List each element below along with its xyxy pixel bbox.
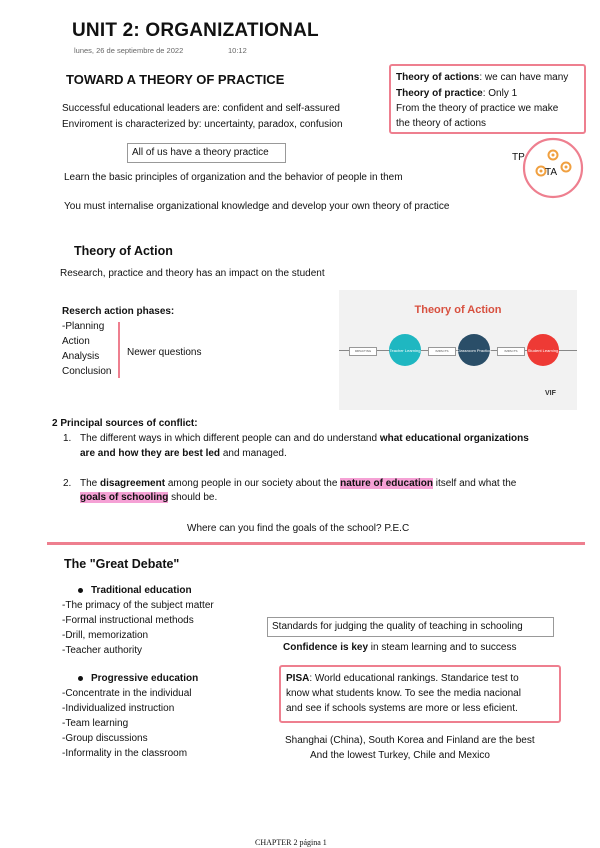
section-heading-practice: TOWARD A THEORY OF PRACTICE	[66, 72, 285, 87]
phase-item: Action	[62, 336, 90, 347]
page-date: lunes, 26 de septiembre de 2022	[74, 46, 184, 55]
conflict-item-1-cont	[80, 448, 287, 459]
progressive-title	[78, 673, 198, 684]
page-title: UNIT 2: ORGANIZATIONAL	[72, 20, 319, 41]
traditional-title-text: Traditional education	[91, 585, 192, 596]
diagram-label-impacts: IMPACTS	[428, 347, 456, 356]
tp-label: TP	[512, 152, 525, 163]
diagram-node-student: Student Learning	[527, 334, 559, 366]
phase-item: Conclusion	[62, 366, 112, 377]
principles-line: Learn the basic principles of organization and the behavior of people in them	[64, 172, 403, 183]
section-divider	[47, 542, 585, 545]
note-line-2	[396, 88, 517, 99]
page-footer: CHAPTER 2 página 1	[255, 838, 327, 847]
progressive-item: -Informality in the classroom	[62, 748, 188, 759]
standards-text: Standards for judging the quality of teaching in schooling	[272, 621, 523, 632]
theory-note-box	[389, 64, 586, 134]
note-rest-2: : Only 1	[482, 88, 518, 99]
page-time: 10:12	[228, 46, 247, 55]
diagram-node-classroom: Classroom Practice	[458, 334, 490, 366]
progressive-item: -Team learning	[62, 718, 129, 729]
standards-box	[267, 617, 554, 637]
conflict-item-2-number: 2.	[63, 478, 72, 489]
bullet-icon	[78, 588, 83, 593]
confidence-rest: in steam learning and to success	[368, 642, 517, 653]
theory-of-action-diagram	[339, 290, 577, 410]
conflict-text: and managed.	[220, 448, 287, 459]
leaders-line: Successful educational leaders are: confident and self-assured	[62, 103, 340, 114]
progressive-item: -Group discussions	[62, 733, 148, 744]
conflict-text: The	[80, 478, 101, 489]
conflict-text: The different ways in which different people can and do understand	[80, 433, 380, 444]
progressive-title-text: Progressive education	[91, 673, 199, 684]
section-heading-action: Theory of Action	[74, 244, 173, 258]
best-countries: Shanghai (China), South Korea and Finland are the best	[285, 735, 535, 746]
ta-label: TA	[545, 167, 558, 178]
phase-bracket	[118, 322, 120, 378]
pisa-line-2: know what students know. To see the media nacional	[286, 688, 521, 699]
pisa-bold: PISA	[286, 673, 310, 684]
confidence-line	[283, 642, 516, 653]
conflict-text: itself and what the	[432, 478, 517, 489]
diagram-node-teacher: Teacher Learning	[389, 334, 421, 366]
worst-countries: And the lowest Turkey, Chile and Mexico	[310, 750, 490, 761]
conflict-item-1	[80, 433, 529, 444]
pisa-line-1	[286, 673, 519, 684]
note-line-1	[396, 72, 568, 83]
impact-line: Research, practice and theory has an impact on the student	[60, 268, 325, 279]
note-line-4: the theory of actions	[396, 118, 487, 129]
progressive-item: -Individualized instruction	[62, 703, 175, 714]
progressive-item: -Concentrate in the individual	[62, 688, 192, 699]
phase-item: -Planning	[62, 321, 105, 332]
conflict-text: among people in our society about the	[165, 478, 341, 489]
conflict-item-2-cont	[80, 492, 217, 503]
conflict-bold: are and how they are best led	[80, 448, 221, 459]
vif-logo: VIF	[545, 390, 556, 397]
debate-heading: The "Great Debate"	[64, 557, 180, 571]
bullet-icon	[78, 676, 83, 681]
note-bold-2: Theory of practice	[396, 88, 483, 99]
confidence-bold: Confidence is key	[283, 642, 369, 653]
diagram-label-impacting: IMPACTING	[349, 347, 377, 356]
conflict-item-2	[80, 478, 516, 489]
note-rest-1: : we can have many	[479, 72, 569, 83]
traditional-item: -The primacy of the subject matter	[62, 600, 214, 611]
highlight-goals-of-schooling: goals of schooling	[80, 492, 169, 503]
boxed-note	[127, 143, 286, 163]
conflict-text: should be.	[168, 492, 218, 503]
pisa-text: : World educational rankings. Standarice test to	[309, 673, 519, 684]
note-line-3: From the theory of practice we make	[396, 103, 559, 114]
phase-item: Analysis	[62, 351, 100, 362]
traditional-item: -Formal instructional methods	[62, 615, 194, 626]
note-bold-1: Theory of actions	[396, 72, 480, 83]
traditional-item: -Drill, memorization	[62, 630, 149, 641]
internalise-line: You must internalise organizational knowledge and develop your own theory of practice	[64, 201, 450, 212]
conflict-heading: 2 Principal sources of conflict:	[52, 418, 198, 429]
traditional-title	[78, 585, 192, 596]
pisa-line-3: and see if schools systems are more or less eficient.	[286, 703, 518, 714]
pisa-box	[279, 665, 561, 723]
boxed-note-text: All of us have a theory practice	[132, 147, 269, 158]
diagram-title: Theory of Action	[414, 304, 502, 316]
newer-questions: Newer questions	[127, 347, 202, 358]
conflict-bold: disagreement	[100, 478, 166, 489]
environment-line: Enviroment is characterized by: uncertainty, paradox, confusion	[62, 119, 343, 130]
goals-question: Where can you find the goals of the school? P.E.C	[187, 523, 410, 534]
traditional-item: -Teacher authority	[62, 645, 143, 656]
conflict-bold: what educational organizations	[379, 433, 529, 444]
conflict-item-1-number: 1.	[63, 433, 72, 444]
phases-title: Reserch action phases:	[62, 306, 175, 317]
diagram-label-impacts-2: IMPACTS	[497, 347, 525, 356]
highlight-nature-of-education: nature of education	[340, 478, 433, 489]
